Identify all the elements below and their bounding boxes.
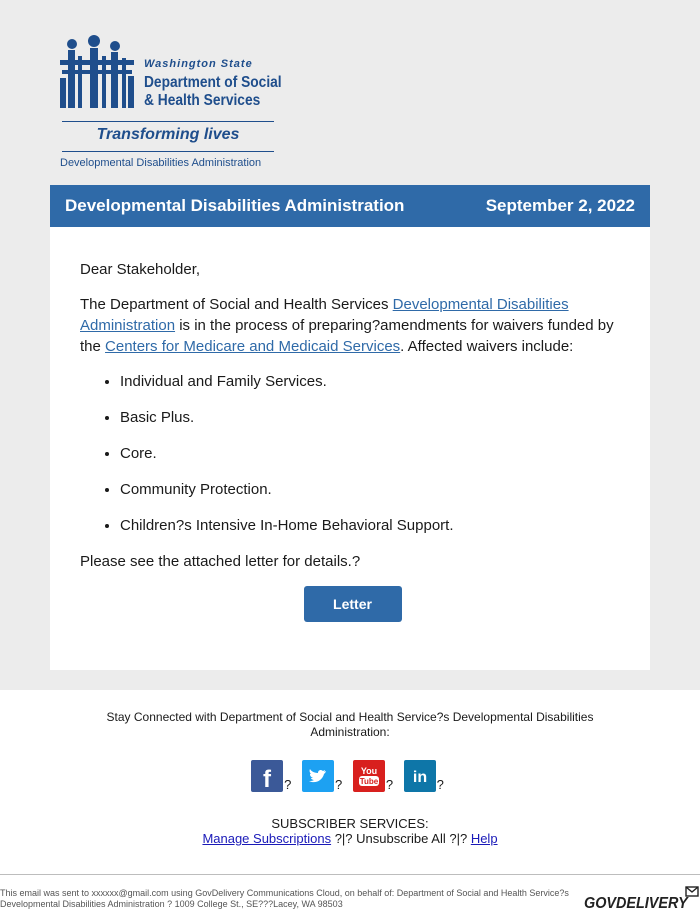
greeting: Dear Stakeholder, (80, 261, 201, 278)
list-item: • Basic Plus. (120, 407, 625, 428)
youtube-icon[interactable] (353, 760, 385, 792)
logo-tagline: Transforming lives (96, 126, 240, 143)
help-link[interactable]: Help (470, 831, 498, 846)
stay-connected-text: Stay Connected with Department of Social and Health Service?s Developmental Disabilities Administration: (106, 710, 594, 739)
twitter-icon[interactable] (302, 760, 334, 792)
list-item: • Individual and Family Services. (120, 371, 625, 392)
fine-print: This email was sent to xxxxxx@gmail.com using GovDelivery Communications Cloud, on behalf of: Department of Social and Health Service?s Developmental Disabilities Administration ? 1009 College St., SE???Lacey, WA 98503 (0, 888, 569, 909)
dshs-logo (60, 34, 282, 174)
youtube-tube-text: Tube (359, 777, 379, 786)
logo-dept-line2: & Health Services (144, 92, 261, 109)
letter-button-wrap (80, 586, 625, 622)
social-separator: ? (436, 777, 444, 792)
manage-subscriptions-link[interactable]: Manage Subscriptions (202, 831, 332, 846)
footer-divider (0, 874, 700, 875)
intro-text-1: The Department of Social and Health Services (80, 296, 393, 313)
header-title: Developmental Disabilities Administration (65, 196, 405, 215)
dda-link[interactable]: Developmental Disabilities Administration (80, 296, 569, 334)
dshs-figures-icon (60, 34, 140, 112)
email-body (80, 259, 625, 622)
email-body-card (50, 227, 650, 670)
social-links (0, 760, 700, 792)
logo-divider-bottom (62, 151, 274, 152)
social-separator: ? (284, 777, 292, 792)
social-separator: ? (334, 777, 343, 792)
logo-state-text: Washington State (144, 58, 253, 70)
logo-divider-top (62, 121, 274, 122)
facebook-glyph: f (263, 766, 272, 792)
email-header-bar (50, 185, 650, 227)
govdelivery-logo-text: GOVDELIVERY (584, 894, 688, 912)
subscriber-links (0, 831, 700, 846)
envelope-icon (686, 887, 698, 896)
link-separator: ?|? (445, 831, 471, 846)
social-separator: ? (385, 777, 394, 792)
subscriber-heading: SUBSCRIBER SERVICES: (271, 816, 429, 831)
linkedin-icon[interactable] (404, 760, 436, 792)
closing-text: Please see the attached letter for details.? (80, 553, 361, 570)
logo-department-name (144, 74, 282, 110)
letter-button[interactable]: Letter (304, 586, 402, 622)
list-item: • Core. (120, 443, 625, 464)
link-separator: ?|? (331, 831, 357, 846)
list-item: • Children?s Intensive In-Home Behavioral Support. (120, 515, 625, 536)
unsubscribe-all-text[interactable]: Unsubscribe All (356, 831, 446, 846)
youtube-you-text: You (360, 766, 377, 776)
header-date: September 2, 2022 (485, 196, 635, 215)
intro-text-3: . Affected waivers include: (400, 338, 574, 355)
linkedin-glyph: in (412, 769, 427, 786)
subscriber-services (0, 816, 700, 846)
facebook-icon[interactable] (251, 760, 283, 792)
logo-dept-line1: Department of Social (144, 74, 282, 91)
intro-text-2: is in the process of preparing?amendments for waivers funded by the (80, 317, 614, 355)
cms-link[interactable]: Centers for Medicare and Medicaid Services (105, 338, 401, 355)
logo-division-name: Developmental Disabilities Administration (60, 157, 262, 169)
govdelivery-logo (584, 886, 700, 912)
waiver-list (80, 371, 625, 536)
intro-paragraph (80, 294, 625, 357)
list-item: • Community Protection. (120, 479, 625, 500)
